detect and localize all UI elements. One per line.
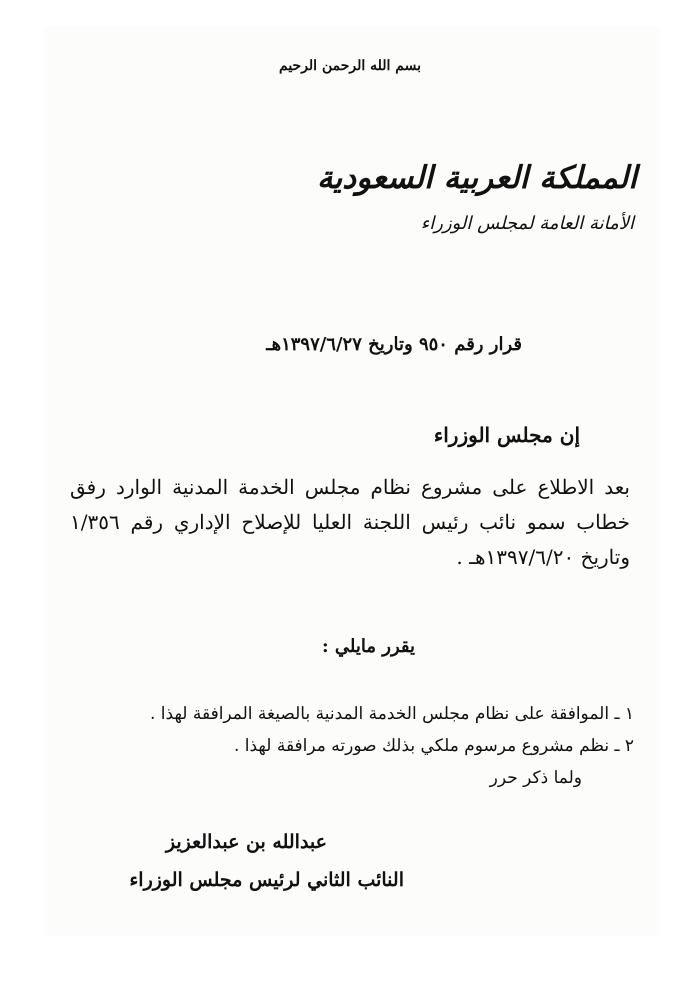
council-heading: إن مجلس الوزراء [433, 423, 580, 447]
decides-heading: يقرر مايلي : [321, 636, 415, 657]
kingdom-letterhead: المملكة العربية السعودية [317, 160, 637, 196]
signer-title: النائب الثاني لرئيس مجلس الوزراء [129, 869, 404, 891]
basmala: بسم الله الرحمن الرحيم [279, 58, 421, 74]
body-paragraph: بعد الاطلاع على مشروع نظام مجلس الخدمة المدنية الوارد رفق خطاب سمو نائب رئيس اللجنة العليا للإصلاح الإداري رقم ١/٣٥٦ وتاريخ ١٣٩٧/٦/٢٠هـ . [70, 475, 630, 569]
decision-item-2: ٢ ـ نظم مشروع مرسوم ملكي بذلك صورته مرافقة لهذا . [233, 736, 634, 756]
secretariat-letterhead: الأمانة العامة لمجلس الوزراء [420, 213, 634, 234]
closing-line: ولما ذكر حرر [489, 768, 582, 788]
signer-name: عبدالله بن عبدالعزيز [165, 831, 327, 853]
decision-title: قرار رقم ٩٥٠ وتاريخ ١٣٩٧/٦/٢٧هـ [266, 334, 522, 355]
decision-item-1: ١ ـ الموافقة على نظام مجلس الخدمة المدنية بالصيغة المرافقة لهذا . [149, 704, 634, 724]
